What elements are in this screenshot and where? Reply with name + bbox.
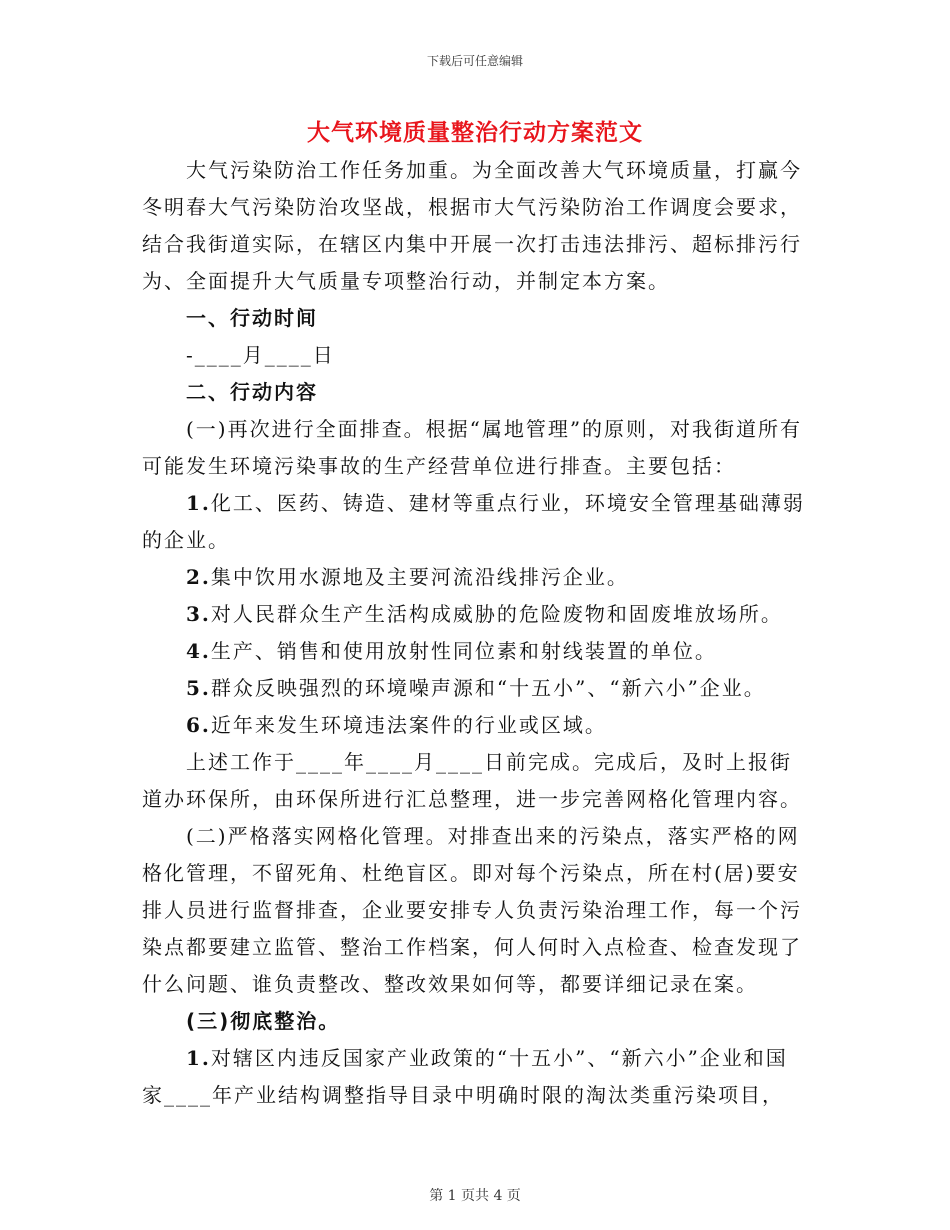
section-heading-content: 二、行动内容 bbox=[186, 380, 318, 404]
page-footer: 第 1 页共 4 页 bbox=[429, 1188, 521, 1204]
action-date-line: -____月____日 bbox=[186, 343, 335, 367]
completion-paragraph: 上述工作于____年____月____日前完成。完成后，及时上报街道办环保所，由环保所进行汇总整理，进一步完善网格化管理内容。 bbox=[142, 750, 802, 811]
list-item-number: 1. bbox=[186, 1046, 211, 1070]
section-heading-time: 一、行动时间 bbox=[186, 306, 318, 330]
list-item bbox=[142, 596, 808, 633]
list-item-text: 近年来发生环境违法案件的行业或区域。 bbox=[210, 713, 607, 737]
list-item-number: 6. bbox=[186, 713, 211, 737]
list-item bbox=[142, 485, 808, 559]
subsection-three-heading: (三)彻底整治。 bbox=[186, 1009, 341, 1033]
list-item bbox=[142, 1040, 808, 1114]
list-item-text: 群众反映强烈的环境噪声源和“十五小”、“新六小”企业。 bbox=[210, 676, 766, 700]
list-item-text: 集中饮用水源地及主要河流沿线排污企业。 bbox=[210, 565, 629, 589]
list-item bbox=[142, 707, 808, 744]
list-item-number: 4. bbox=[186, 639, 211, 663]
list-item-number: 5. bbox=[186, 676, 211, 700]
list-item-number: 3. bbox=[186, 602, 211, 626]
list-item-text: 化工、医药、铸造、建材等重点行业，环境安全管理基础薄弱的企业。 bbox=[142, 491, 805, 552]
document-body bbox=[142, 152, 808, 1114]
list-item-text: 对人民群众生产生活构成威胁的危险废物和固废堆放场所。 bbox=[210, 602, 783, 626]
intro-paragraph: 大气污染防治工作任务加重。为全面改善大气环境质量，打赢今冬明春大气污染防治攻坚战，根据市大气污染防治工作调度会要求，结合我街道实际，在辖区内集中开展一次打击违法排污、超标排污行为、全面提升大气质量专项整治行动，并制定本方案。 bbox=[142, 158, 802, 293]
page-header: 下载后可任意编辑 bbox=[426, 54, 523, 68]
list-item bbox=[142, 633, 808, 670]
subsection-one-paragraph: (一)再次进行全面排查。根据“属地管理”的原则，对我街道所有可能发生环境污染事故的生产经营单位进行排查。主要包括： bbox=[142, 417, 803, 478]
list-item bbox=[142, 559, 808, 596]
list-item-number: 1. bbox=[186, 491, 211, 515]
subsection-two-paragraph: (二)严格落实网格化管理。对排查出来的污染点，落实严格的网格化管理，不留死角、杜绝盲区。即对每个污染点，所在村(居)要安排人员进行监督排查，企业要安排专人负责污染治理工作，每一个污染点都要建立监管、整治工作档案，何人何时入点检查、检查发现了什么问题、谁负责整改、整改效果如何等，都要详细记录在案。 bbox=[142, 824, 802, 996]
list-item-text: 对辖区内违反国家产业政策的“十五小”、“新六小”企业和国家____年产业结构调整指导目录中明确时限的淘汰类重污染项目， bbox=[142, 1046, 788, 1107]
list-item-number: 2. bbox=[186, 565, 211, 589]
document-title: 大气环境质量整治行动方案范文 bbox=[307, 120, 643, 146]
list-item bbox=[142, 670, 808, 707]
list-item-text: 生产、销售和使用放射性同位素和射线装置的单位。 bbox=[210, 639, 717, 663]
